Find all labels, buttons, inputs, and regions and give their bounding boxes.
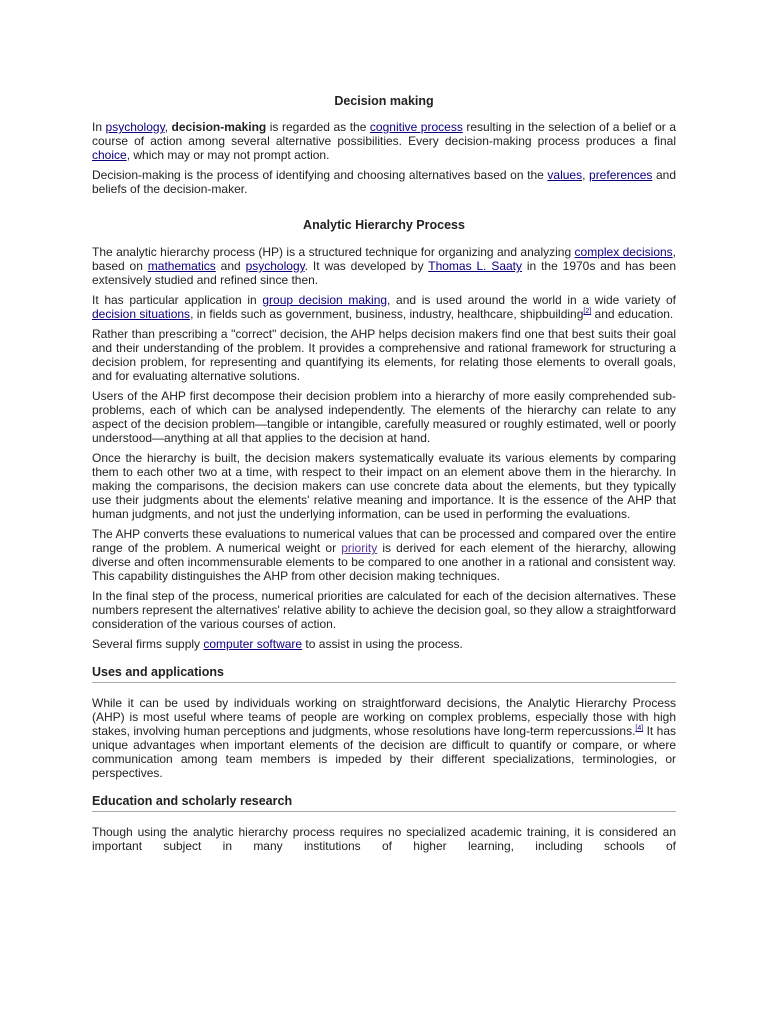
text: Decision-making is the process of identifying and choosing alternatives based on the (92, 168, 548, 182)
ahp-paragraph-3: Rather than prescribing a "correct" decision, the AHP helps decision makers find one that best suits their goal and their understanding of the problem. It provides a comprehensive and rational framework for structuring a decision problem, for representing and quantifying its elements, for relating those elements to overall goals, and for evaluating alternative solutions. (92, 327, 676, 383)
intro-paragraph-1 (92, 120, 676, 162)
education-paragraph-1: Though using the analytic hierarchy process requires no specialized academic training, it is considered an important subject in many institutions of higher learning, including schools of (92, 825, 676, 853)
text: to assist in using the process. (302, 637, 463, 651)
education-heading: Education and scholarly research (92, 794, 676, 812)
ahp-paragraph-4: Users of the AHP first decompose their decision problem into a hierarchy of more easily comprehended sub-problems, each of which can be analysed independently. The elements of the hierarchy can relate to any aspect of the decision problem—tangible or intangible, carefully measured or roughly estimated, well or poorly understood—anything at all that applies to the decision at hand. (92, 389, 676, 445)
text: and beliefs of the decision-maker. (92, 168, 677, 196)
text: The AHP converts these evaluations to numerical values that can be processed and compared over the entire range of the problem. A numerical weight or (92, 527, 676, 555)
text: , and is used around the world in a wide variety of (387, 293, 676, 307)
ahp-heading: Analytic Hierarchy Process (303, 218, 465, 232)
text: , in fields such as government, business, industry, healthcare, shipbuilding (190, 307, 584, 321)
text: is derived for each element of the hierarchy, allowing diverse and often incommensurable elements to be compared to one another in a rational and consistent way. This capability distinguishes the AHP from other decision making techniques. (92, 541, 677, 583)
thomas-saaty-link[interactable]: Thomas L. Saaty (428, 259, 523, 273)
article-title: Decision making (334, 94, 434, 108)
text: , (582, 168, 590, 182)
text: , which may or may not prompt action. (126, 148, 330, 162)
uses-paragraph-1 (92, 696, 676, 780)
group-decision-making-link[interactable]: group decision making (262, 293, 388, 307)
text: The analytic hierarchy process (HP) is a structured technique for organizing and analyzing (92, 245, 575, 259)
decision-situations-link[interactable]: decision situations (92, 307, 191, 321)
text: and education. (591, 307, 674, 321)
text: While it can be used by individuals working on straightforward decisions, the Analytic Hierarchy Process (AHP) is most useful where teams of people are working on complex problems, especially those with high stakes, involving human perceptions and judgments, whose resolutions have long-term repercussions. (92, 696, 676, 738)
text: . It was developed by (304, 259, 429, 273)
text: and (215, 259, 246, 273)
article-body (92, 90, 676, 859)
ahp-paragraph-7: In the final step of the process, numerical priorities are calculated for each of the decision alternatives. These numbers represent the alternatives' relative ability to achieve the decision goal, so they allow a straightforward consideration of the various courses of action. (92, 589, 676, 631)
text: in the 1970s and has been extensively studied and refined since then. (92, 259, 676, 287)
uses-heading: Uses and applications (92, 665, 676, 683)
ahp-paragraph-5: Once the hierarchy is built, the decision makers systematically evaluate its various elements by comparing them to each other two at a time, with respect to their impact on an element above them in the hierarchy. In making the comparisons, the decision makers can use concrete data about the elements, but they typically use their judgments about the elements' relative meaning and importance. It is the essence of the AHP that human judgments, and not just the underlying information, can be used in performing the evaluations. (92, 451, 676, 521)
choice-link[interactable]: choice (92, 148, 127, 162)
priority-link[interactable]: priority (341, 541, 378, 555)
bold-term: decision-making (171, 120, 267, 134)
preferences-link[interactable]: preferences (589, 168, 653, 182)
text: Several firms supply (92, 637, 204, 651)
text: is regarded as the (266, 120, 370, 134)
psychology-link[interactable]: psychology (105, 120, 165, 134)
text: It has unique advantages when important elements of the decision are difficult to quantify or compare, or where communication among team members is impeded by their different specializations, terminologies, or perspectives. (92, 724, 676, 780)
complex-decisions-link[interactable]: complex decisions (574, 245, 673, 259)
mathematics-link[interactable]: mathematics (147, 259, 216, 273)
text: , (164, 120, 172, 134)
ahp-paragraph-2 (92, 293, 676, 321)
text: In (92, 120, 106, 134)
cognitive-process-link[interactable]: cognitive process (369, 120, 463, 134)
text: It has particular application in (92, 293, 263, 307)
reference-link[interactable]: [2] (583, 308, 592, 315)
ahp-paragraph-1 (92, 245, 676, 287)
text: resulting in the selection of a belief or a course of action among several alternative possibilities. Every decision-making process produces a final (92, 120, 676, 148)
ahp-paragraph-6 (92, 527, 676, 583)
computer-software-link[interactable]: computer software (203, 637, 303, 651)
text: , based on (92, 245, 677, 273)
values-link[interactable]: values (547, 168, 583, 182)
reference-link[interactable]: [4] (635, 725, 644, 732)
psychology-link[interactable]: psychology (245, 259, 305, 273)
ahp-paragraph-8 (92, 637, 676, 651)
intro-paragraph-2 (92, 168, 676, 196)
